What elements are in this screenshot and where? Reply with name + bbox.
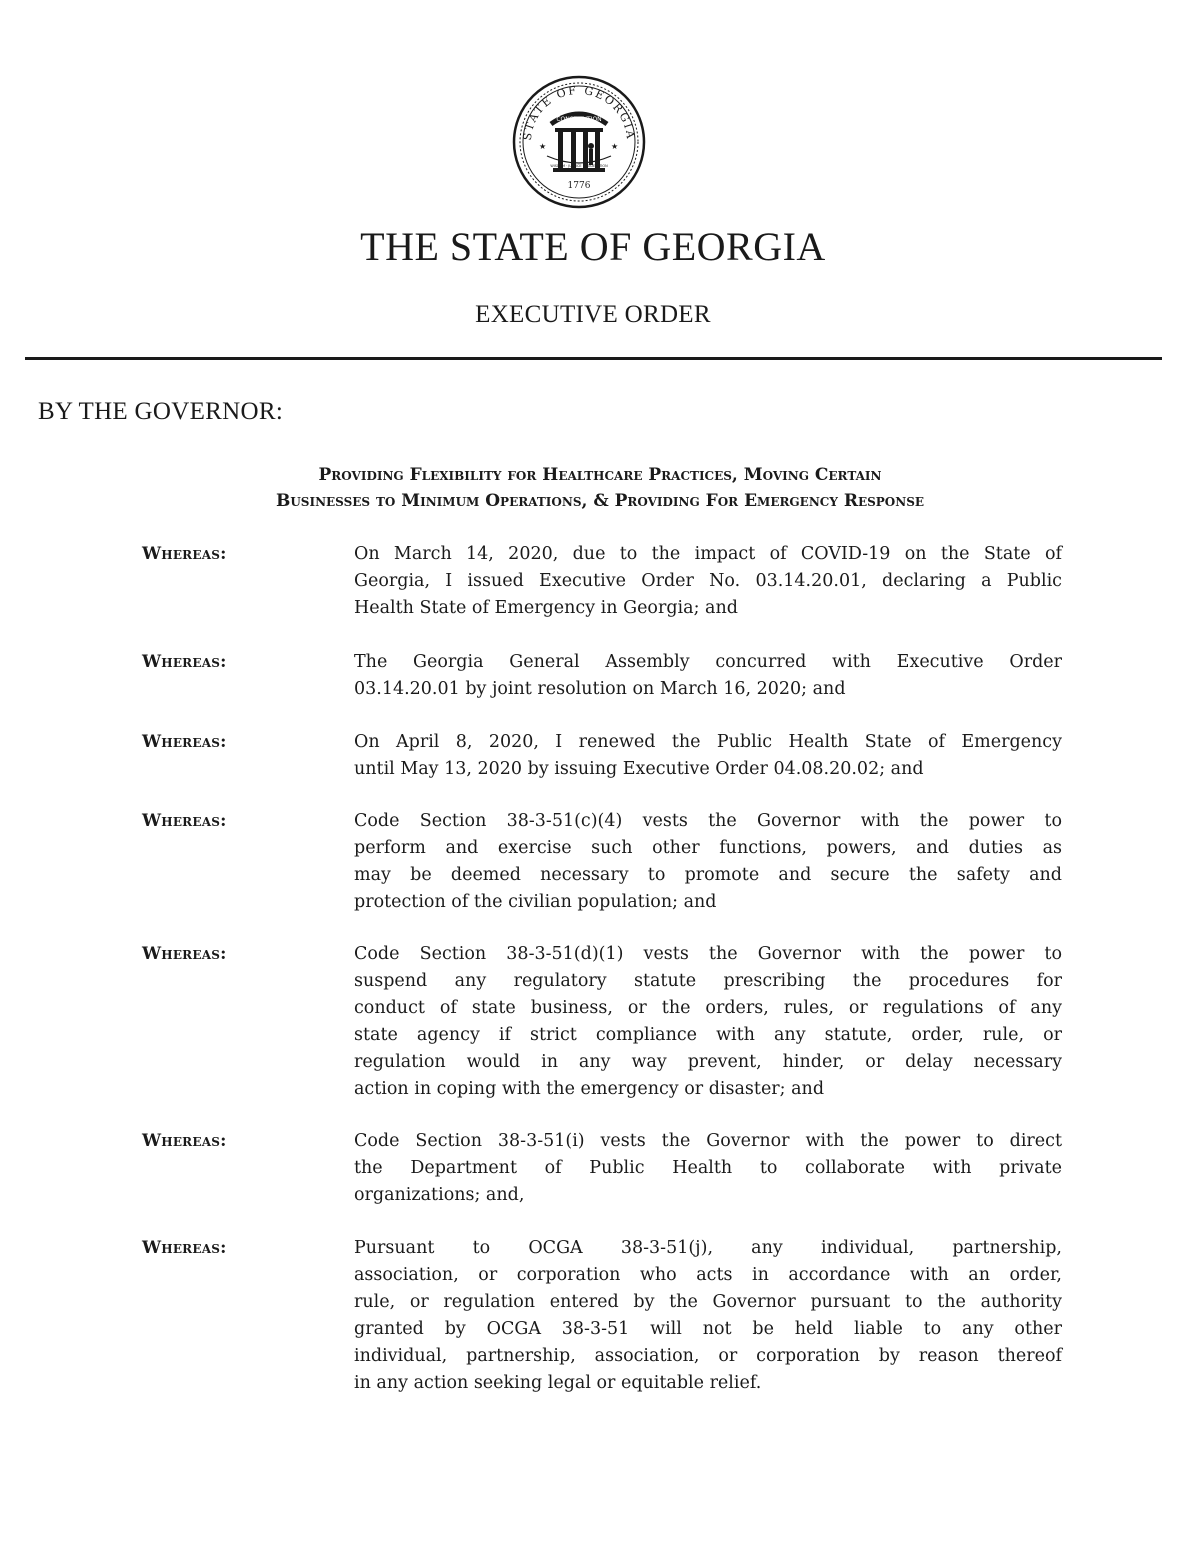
document-subtitle: EXECUTIVE ORDER [475,301,711,328]
clause-text [354,541,1062,622]
clause-line: the Department of Public Health to collaborate with private [354,1158,1062,1178]
clause-text [354,1235,1062,1397]
seal-year: 1776 [567,181,591,191]
svg-text:★: ★ [539,142,547,151]
clause-line: granted by OCGA 38-3-51 will not be held liable to any other [354,1319,1062,1339]
clause-line: Pursuant to OCGA 38-3-51(j), any individual, partnership, [354,1238,1062,1258]
clause-line: association, or corporation who acts in accordance with an order, [354,1265,1062,1285]
clause-line: rule, or regulation entered by the Governor pursuant to the authority [354,1292,1062,1312]
clause-line: in any action seeking legal or equitable relief. [354,1373,762,1393]
clause-line: Georgia, I issued Executive Order No. 03.14.20.01, declaring a Public [354,571,1062,591]
clause-line: may be deemed necessary to promote and secure the safety and [354,865,1062,885]
whereas-label: Whereas: [142,1238,227,1258]
clause-line: suspend any regulatory statute prescribing the procedures for [354,971,1062,991]
clause-line: organizations; and, [354,1185,525,1205]
clause-line: conduct of state business, or the orders, rules, or regulations of any [354,998,1062,1018]
clause-line: On April 8, 2020, I renewed the Public Health State of Emergency [354,732,1062,752]
clause-line: Code Section 38-3-51(i) vests the Governor with the power to direct [354,1131,1062,1151]
whereas-label: Whereas: [142,732,227,752]
clause-line: regulation would in any way prevent, hinder, or delay necessary [354,1052,1062,1072]
clause-text [354,649,1062,703]
seal-top-text: STATE OF GEORGIA [520,83,638,142]
clause-line: The Georgia General Assembly concurred with Executive Order [354,652,1062,672]
clause-line: On March 14, 2020, due to the impact of COVID-19 on the State of [354,544,1062,564]
state-seal-icon [511,74,647,210]
clause-line: Code Section 38-3-51(c)(4) vests the Governor with the power to [354,811,1062,831]
clause-line: 03.14.20.01 by joint resolution on March 16, 2020; and [354,679,846,699]
order-heading-line: Providing Flexibility for Healthcare Practices, Moving Certain [318,465,882,485]
order-heading [0,462,1200,514]
by-governor-line: BY THE GOVERNOR: [38,398,284,425]
document-title: THE STATE OF GEORGIA [360,224,826,269]
order-heading-line: Businesses to Minimum Operations, & Providing For Emergency Response [275,491,925,511]
clause-text [354,1128,1062,1209]
clause-line: protection of the civilian population; and [354,892,717,912]
whereas-label: Whereas: [142,811,227,831]
whereas-label: Whereas: [142,1131,227,1151]
whereas-label: Whereas: [142,944,227,964]
clause-text [354,729,1062,783]
whereas-label: Whereas: [142,544,227,564]
clause-text [354,808,1062,916]
clause-line: perform and exercise such other functions, powers, and duties as [354,838,1062,858]
clause-line: Health State of Emergency in Georgia; and [354,598,738,618]
clause-text [354,941,1062,1103]
clause-line: until May 13, 2020 by issuing Executive Order 04.08.20.02; and [354,759,924,779]
svg-text:★: ★ [611,142,619,151]
seal-banner-text: CONSTITUTION [556,116,602,123]
whereas-label: Whereas: [142,652,227,672]
clause-line: Code Section 38-3-51(d)(1) vests the Governor with the power to [354,944,1062,964]
clause-line: action in coping with the emergency or disaster; and [354,1079,825,1099]
seal-ribbon-text: WISDOM · JUSTICE · MODERATION [550,164,608,168]
header-divider [25,357,1162,360]
clause-line: state agency if strict compliance with any statute, order, rule, or [354,1025,1062,1045]
clause-line: individual, partnership, association, or corporation by reason thereof [354,1346,1062,1366]
